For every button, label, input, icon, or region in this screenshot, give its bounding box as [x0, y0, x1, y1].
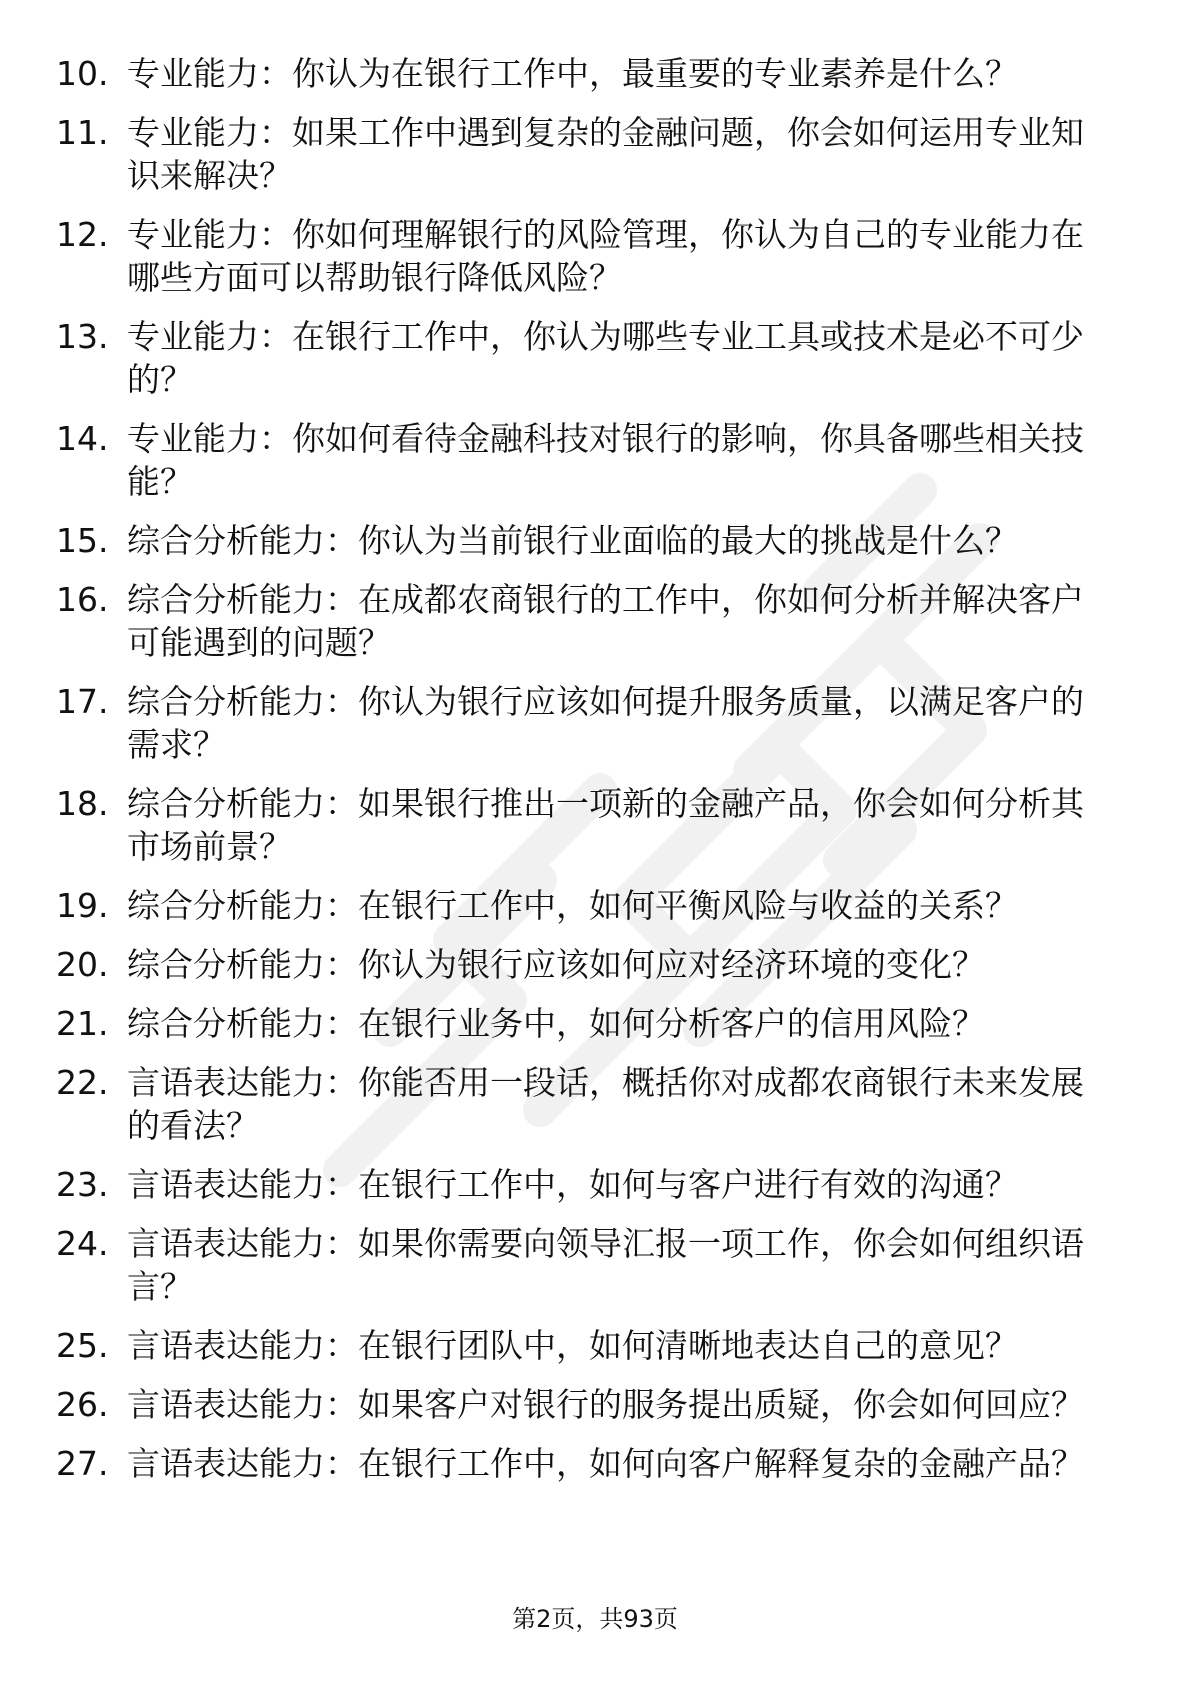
- list-item: [56, 111, 1116, 197]
- page-footer: 第2页，共93页: [512, 1605, 678, 1633]
- list-item: [56, 680, 1116, 766]
- list-item: [56, 52, 1116, 95]
- question-text: 综合分析能力：在成都农商银行的工作中，你如何分析并解决客户可能遇到的问题？: [127, 580, 1084, 662]
- question-text: 综合分析能力：你认为当前银行业面临的最大的挑战是什么？: [127, 521, 1018, 560]
- question-text: 专业能力：如果工作中遇到复杂的金融问题，你会如何运用专业知识来解决？: [127, 113, 1084, 195]
- question-text: 综合分析能力：在银行工作中，如何平衡风险与收益的关系？: [127, 886, 1018, 925]
- question-text: 综合分析能力：在银行业务中，如何分析客户的信用风险？: [127, 1004, 985, 1043]
- list-item: [56, 417, 1116, 503]
- list-item: [56, 782, 1116, 868]
- question-number: 27.: [56, 1444, 109, 1483]
- question-number: 18.: [56, 784, 109, 823]
- question-number: 22.: [56, 1063, 109, 1102]
- question-text: 专业能力：你如何看待金融科技对银行的影响，你具备哪些相关技能？: [127, 419, 1084, 501]
- list-item: [56, 1222, 1116, 1308]
- question-text: 综合分析能力：你认为银行应该如何应对经济环境的变化？: [127, 945, 985, 984]
- question-number: 11.: [56, 113, 109, 152]
- question-text: 言语表达能力：在银行团队中，如何清晰地表达自己的意见？: [127, 1326, 1018, 1365]
- question-text: 言语表达能力：在银行工作中，如何与客户进行有效的沟通？: [127, 1165, 1018, 1204]
- list-item: [56, 1163, 1116, 1206]
- question-number: 23.: [56, 1165, 109, 1204]
- question-number: 19.: [56, 886, 109, 925]
- question-text: 言语表达能力：如果客户对银行的服务提出质疑，你会如何回应？: [127, 1385, 1084, 1424]
- list-item: [56, 1002, 1116, 1045]
- question-text: 专业能力：你如何理解银行的风险管理，你认为自己的专业能力在哪些方面可以帮助银行降低风险？: [127, 215, 1084, 297]
- question-number: 14.: [56, 419, 109, 458]
- question-number: 16.: [56, 580, 109, 619]
- list-item: [56, 1383, 1116, 1426]
- question-number: 25.: [56, 1326, 109, 1365]
- question-text: 专业能力：你认为在银行工作中，最重要的专业素养是什么？: [127, 54, 1018, 93]
- question-number: 17.: [56, 682, 109, 721]
- list-item: [56, 1442, 1116, 1485]
- question-number: 13.: [56, 317, 109, 356]
- list-item: [56, 943, 1116, 986]
- question-number: 12.: [56, 215, 109, 254]
- question-text: 综合分析能力：你认为银行应该如何提升服务质量，以满足客户的需求？: [127, 682, 1084, 764]
- question-number: 10.: [56, 54, 109, 93]
- list-item: [56, 578, 1116, 664]
- question-text: 专业能力：在银行工作中，你认为哪些专业工具或技术是必不可少的？: [127, 317, 1084, 399]
- list-item: [56, 884, 1116, 927]
- question-number: 26.: [56, 1385, 109, 1424]
- question-number: 20.: [56, 945, 109, 984]
- question-list: [56, 52, 1116, 1501]
- question-number: 21.: [56, 1004, 109, 1043]
- question-text: 综合分析能力：如果银行推出一项新的金融产品，你会如何分析其市场前景？: [127, 784, 1084, 866]
- list-item: [56, 1324, 1116, 1367]
- question-text: 言语表达能力：如果你需要向领导汇报一项工作，你会如何组织语言？: [127, 1224, 1084, 1306]
- list-item: [56, 213, 1116, 299]
- question-number: 15.: [56, 521, 109, 560]
- list-item: [56, 519, 1116, 562]
- question-text: 言语表达能力：在银行工作中，如何向客户解释复杂的金融产品？: [127, 1444, 1084, 1483]
- question-text: 言语表达能力：你能否用一段话，概括你对成都农商银行未来发展的看法？: [127, 1063, 1084, 1145]
- list-item: [56, 315, 1116, 401]
- question-number: 24.: [56, 1224, 109, 1263]
- list-item: [56, 1061, 1116, 1147]
